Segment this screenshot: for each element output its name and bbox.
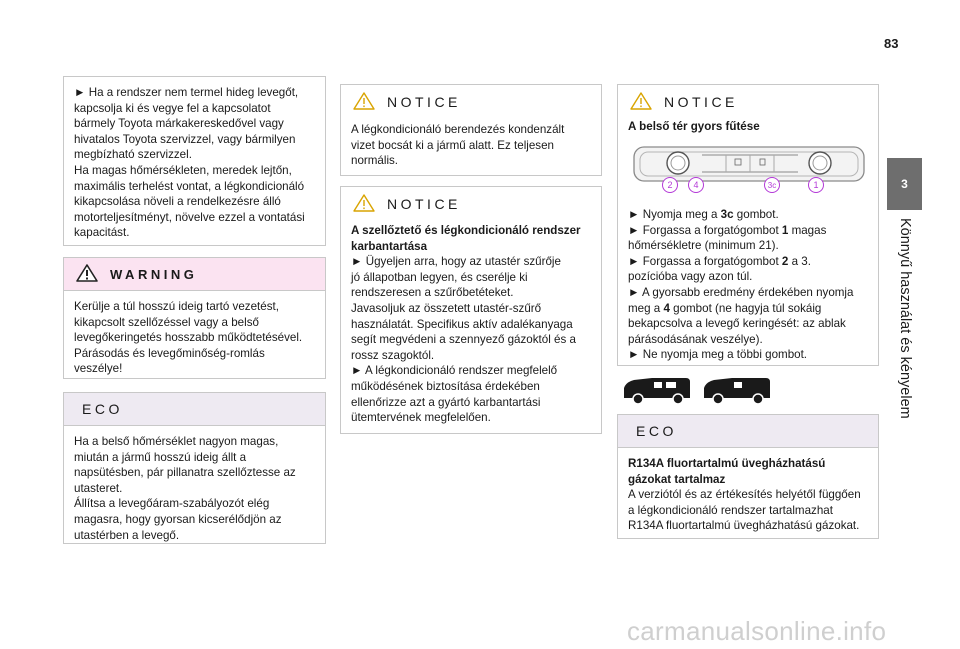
climate-control-panel-illustration [632,143,866,193]
warning-line: levegőkeringetés hosszabb működtetésével. [74,331,303,345]
step-line: bekapcsolva a levegő keringését: az ablak [628,317,846,331]
vehicle-silhouettes [620,374,780,411]
eco-line: utastérben a levegő. [74,528,180,542]
intro-line: bármely Toyota márkakereskedővel vagy [74,117,284,131]
notice-title: NOTICE [664,94,738,110]
notice-triangle-icon [353,92,375,113]
notice-title: NOTICE [387,196,461,212]
eco-line: a légkondicionáló rendszer tartalmazhat [628,503,833,517]
notice-title: NOTICE [387,94,461,110]
chapter-title: Könnyű használat és kényelem [897,218,913,419]
step-line: párásodásának veszélye). [628,332,763,346]
eco-title: ECO [64,393,325,426]
notice-line: ellenőrizze azt a gyártó karbantartási [351,395,541,409]
step-line: ► Ne nyomja meg a többi gombot. [628,348,808,362]
notice-line: vizet bocsát ki a jármű alatt. Ez teljesen [351,138,554,152]
intro-box [63,76,326,246]
intro-line: motorteljesítményt, növelve ezzel a vontatási [74,210,305,224]
notice-line: A légkondicionáló berendezés kondenzált [351,123,565,136]
notice-box-1 [340,84,602,176]
step-line: ► Nyomja meg a 3c gombot. [628,208,779,221]
notice-triangle-icon [630,92,652,113]
notice-line: ütemtervének megfelelően. [351,411,491,425]
eco-line: Ha a belső hőmérséklet nagyon magas, [74,435,279,448]
step-line: pozícióba vagy azon túl. [628,270,753,284]
notice-line: ► A légkondicionáló rendszer megfelelő [351,364,558,378]
intro-line: ► Ha a rendszer nem termel hideg levegőt, [74,86,299,99]
step-line: ► Forgassa a forgatógombot 2 a 3. [628,254,811,268]
page-number: 83 [884,36,899,51]
eco-line: A verziótól és az értékesítés helyétől függően [628,488,861,502]
eco-box-2 [617,414,879,539]
notice-line: segít megvédeni a szennyező gázoktól és a [351,333,576,347]
warning-line: Párásodás és levegőminőség-romlás [74,346,265,360]
van-icon [624,378,690,404]
van-icon [704,378,770,404]
warning-box [63,257,326,379]
eco-line: Állítsa a levegőáram-szabályozót elég [74,497,270,511]
notice-line: ► Ügyeljen arra, hogy az utastér szűrője [351,255,561,269]
notice-line: normális. [351,154,399,168]
eco-line: utasteret. [74,481,123,495]
warning-line: Kerülje a túl hosszú ideig tartó vezetést, [74,300,279,313]
eco-line: R134A fluortartalmú üvegházhatású gázokat. [628,519,860,533]
warning-line: veszélye! [74,362,123,376]
notice-heading: karbantartása [351,239,428,253]
step-line: hőmérsékletre (minimum 21). [628,239,779,253]
intro-line: kapcsolja ki és vegye fel a kapcsolatot [74,101,271,115]
intro-line: kapacitást. [74,226,130,240]
intro-line: Ha magas hőmérsékleten, meredek lejtőn, [74,163,292,177]
intro-line: kikapcsolása növeli a rendelkezésre álló [74,195,281,209]
notice-line: használatát. Specifikus aktív adalékanyaga [351,317,573,331]
step-line: ► A gyorsabb eredmény érdekében nyomja [628,285,854,299]
eco-heading: gázokat tartalmaz [628,472,726,486]
step-line: meg a 4 gombot (ne hagyja túl sokáig [628,301,822,315]
notice-heading: A belső tér gyors fűtése [628,120,760,133]
step-line: ► Forgassa a forgatógombot 1 magas [628,223,827,237]
notice-triangle-icon [353,194,375,215]
chapter-tab[interactable]: 3 [887,158,922,210]
callout-1: 1 [808,177,824,193]
callout-4: 4 [688,177,704,193]
notice-line: jó állapotban legyen, és cserélje ki [351,270,528,284]
eco-box-1 [63,392,326,544]
warning-line: kikapcsolt szellőzéssel vagy a belső [74,315,259,329]
intro-line: megbízható szervizzel. [74,148,192,162]
notice-line: rendszeresen a szűrőbetéteket. [351,286,514,300]
warning-triangle-icon [76,264,98,285]
eco-line: miután a jármű hosszú ideig állt a [74,450,247,464]
watermark: carmanualsonline.info [627,616,887,646]
notice-line: Javasoljuk az összetett utastér-szűrő [351,301,542,315]
notice-box-2 [340,186,602,434]
intro-line: maximális terhelést vontat, a légkondicionáló [74,179,305,193]
eco-heading: R134A fluortartalmú üvegházhatású [628,457,826,470]
warning-title: WARNING [110,266,198,282]
notice-line: működésének biztosítása érdekében [351,379,540,393]
eco-title: ECO [618,415,878,448]
notice-heading: A szellőztető és légkondicionáló rendszer [351,224,581,237]
intro-line: hivatalos Toyota szervizzel, vagy bármilyen [74,132,296,146]
eco-line: napsütésben, pár pillanatra szellőztesse az [74,466,296,480]
callout-2: 2 [662,177,678,193]
notice-line: rossz szagoktól. [351,348,435,362]
callout-3c: 3c [764,177,780,193]
eco-line: magasra, hogy gyorsan kicserélődjön az [74,512,282,526]
notice-box-3 [617,84,879,366]
